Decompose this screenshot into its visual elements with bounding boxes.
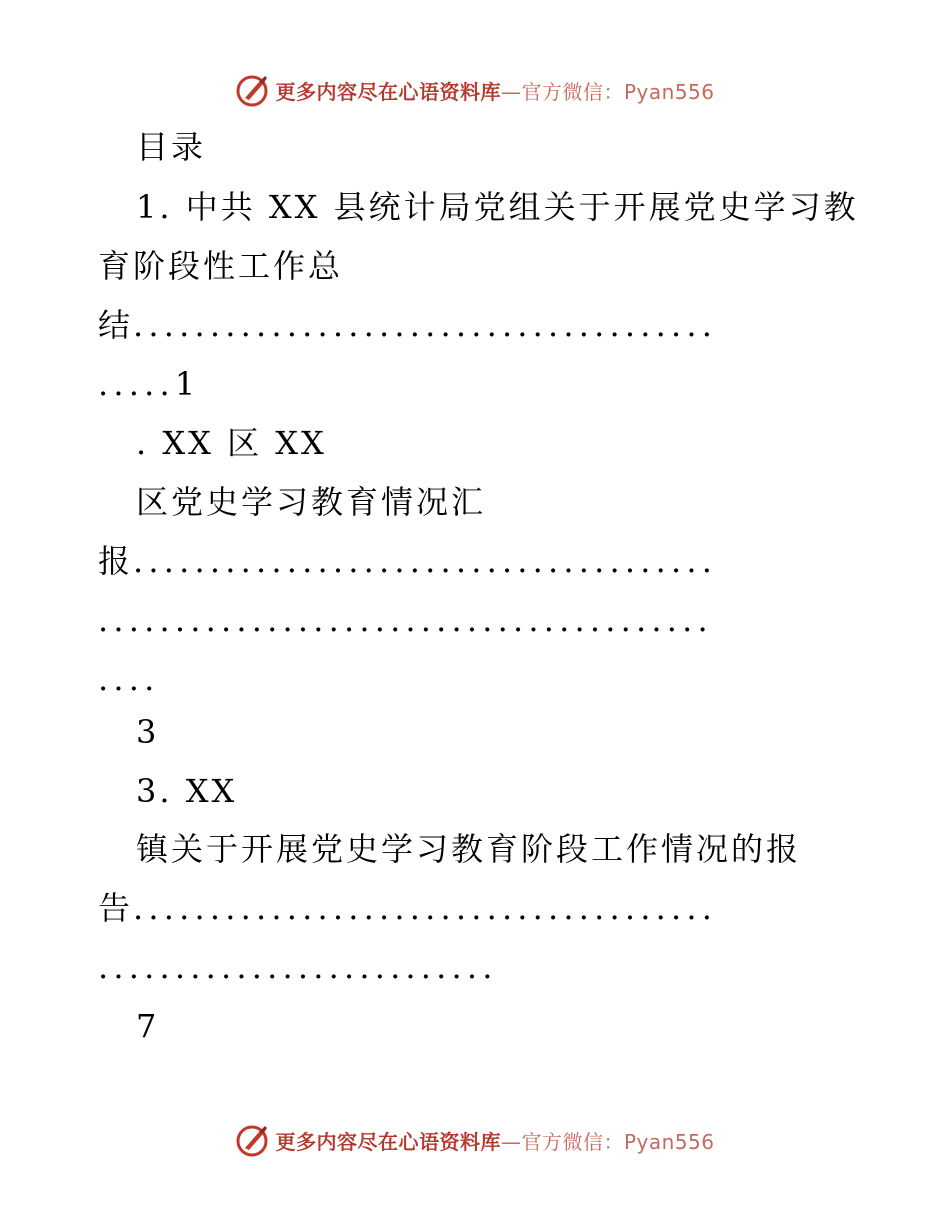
toc-item-2-lead: 报 [98,542,134,580]
toc-item-3-line-2: 镇关于开展党史学习教育阶段工作情况的报 [136,830,802,868]
pen-logo-icon [235,1122,271,1158]
toc-title: 目录 [136,128,207,166]
toc-item-3-line-3 [98,888,717,928]
toc-item-1-lead: 结 [98,306,134,344]
toc-item-3-dots-line: .......................... [98,948,498,986]
toc-item-2-dots-end: .... [98,660,160,698]
toc-item-1-dots: ...................................... [133,306,718,344]
toc-item-2-line-1: . XX 区 XX [136,424,327,462]
toc-item-2-dots: ...................................... [133,542,718,580]
toc-item-2-line-3 [98,541,717,581]
toc-item-3-lead: 告 [98,889,134,927]
toc-item-2-line-2: 区党史学习教育情况汇 [136,483,487,521]
toc-item-3-page: 7 [136,1007,160,1045]
footer-banner [0,1120,950,1160]
toc-item-1-line-1: 1. 中共 XX 县统计局党组关于开展党史学习教 [136,188,859,226]
header-banner-text: 更多内容尽在心语资料库—官方微信：Pyan556 [275,79,715,104]
pen-logo-icon [235,72,271,108]
toc-item-2-dots-line: ........................................ [98,601,713,639]
toc-item-1-line-2: 育阶段性工作总 [98,247,344,285]
footer-banner-text: 更多内容尽在心语资料库—官方微信：Pyan556 [275,1129,715,1154]
toc-item-1-page: .....1 [98,365,201,403]
toc-item-1-line-3 [98,305,717,345]
toc-item-2-page: 3 [136,713,160,751]
toc-item-3-dots: ...................................... [133,889,718,927]
header-banner [0,70,950,110]
toc-item-3-line-1: 3. XX [136,772,238,810]
